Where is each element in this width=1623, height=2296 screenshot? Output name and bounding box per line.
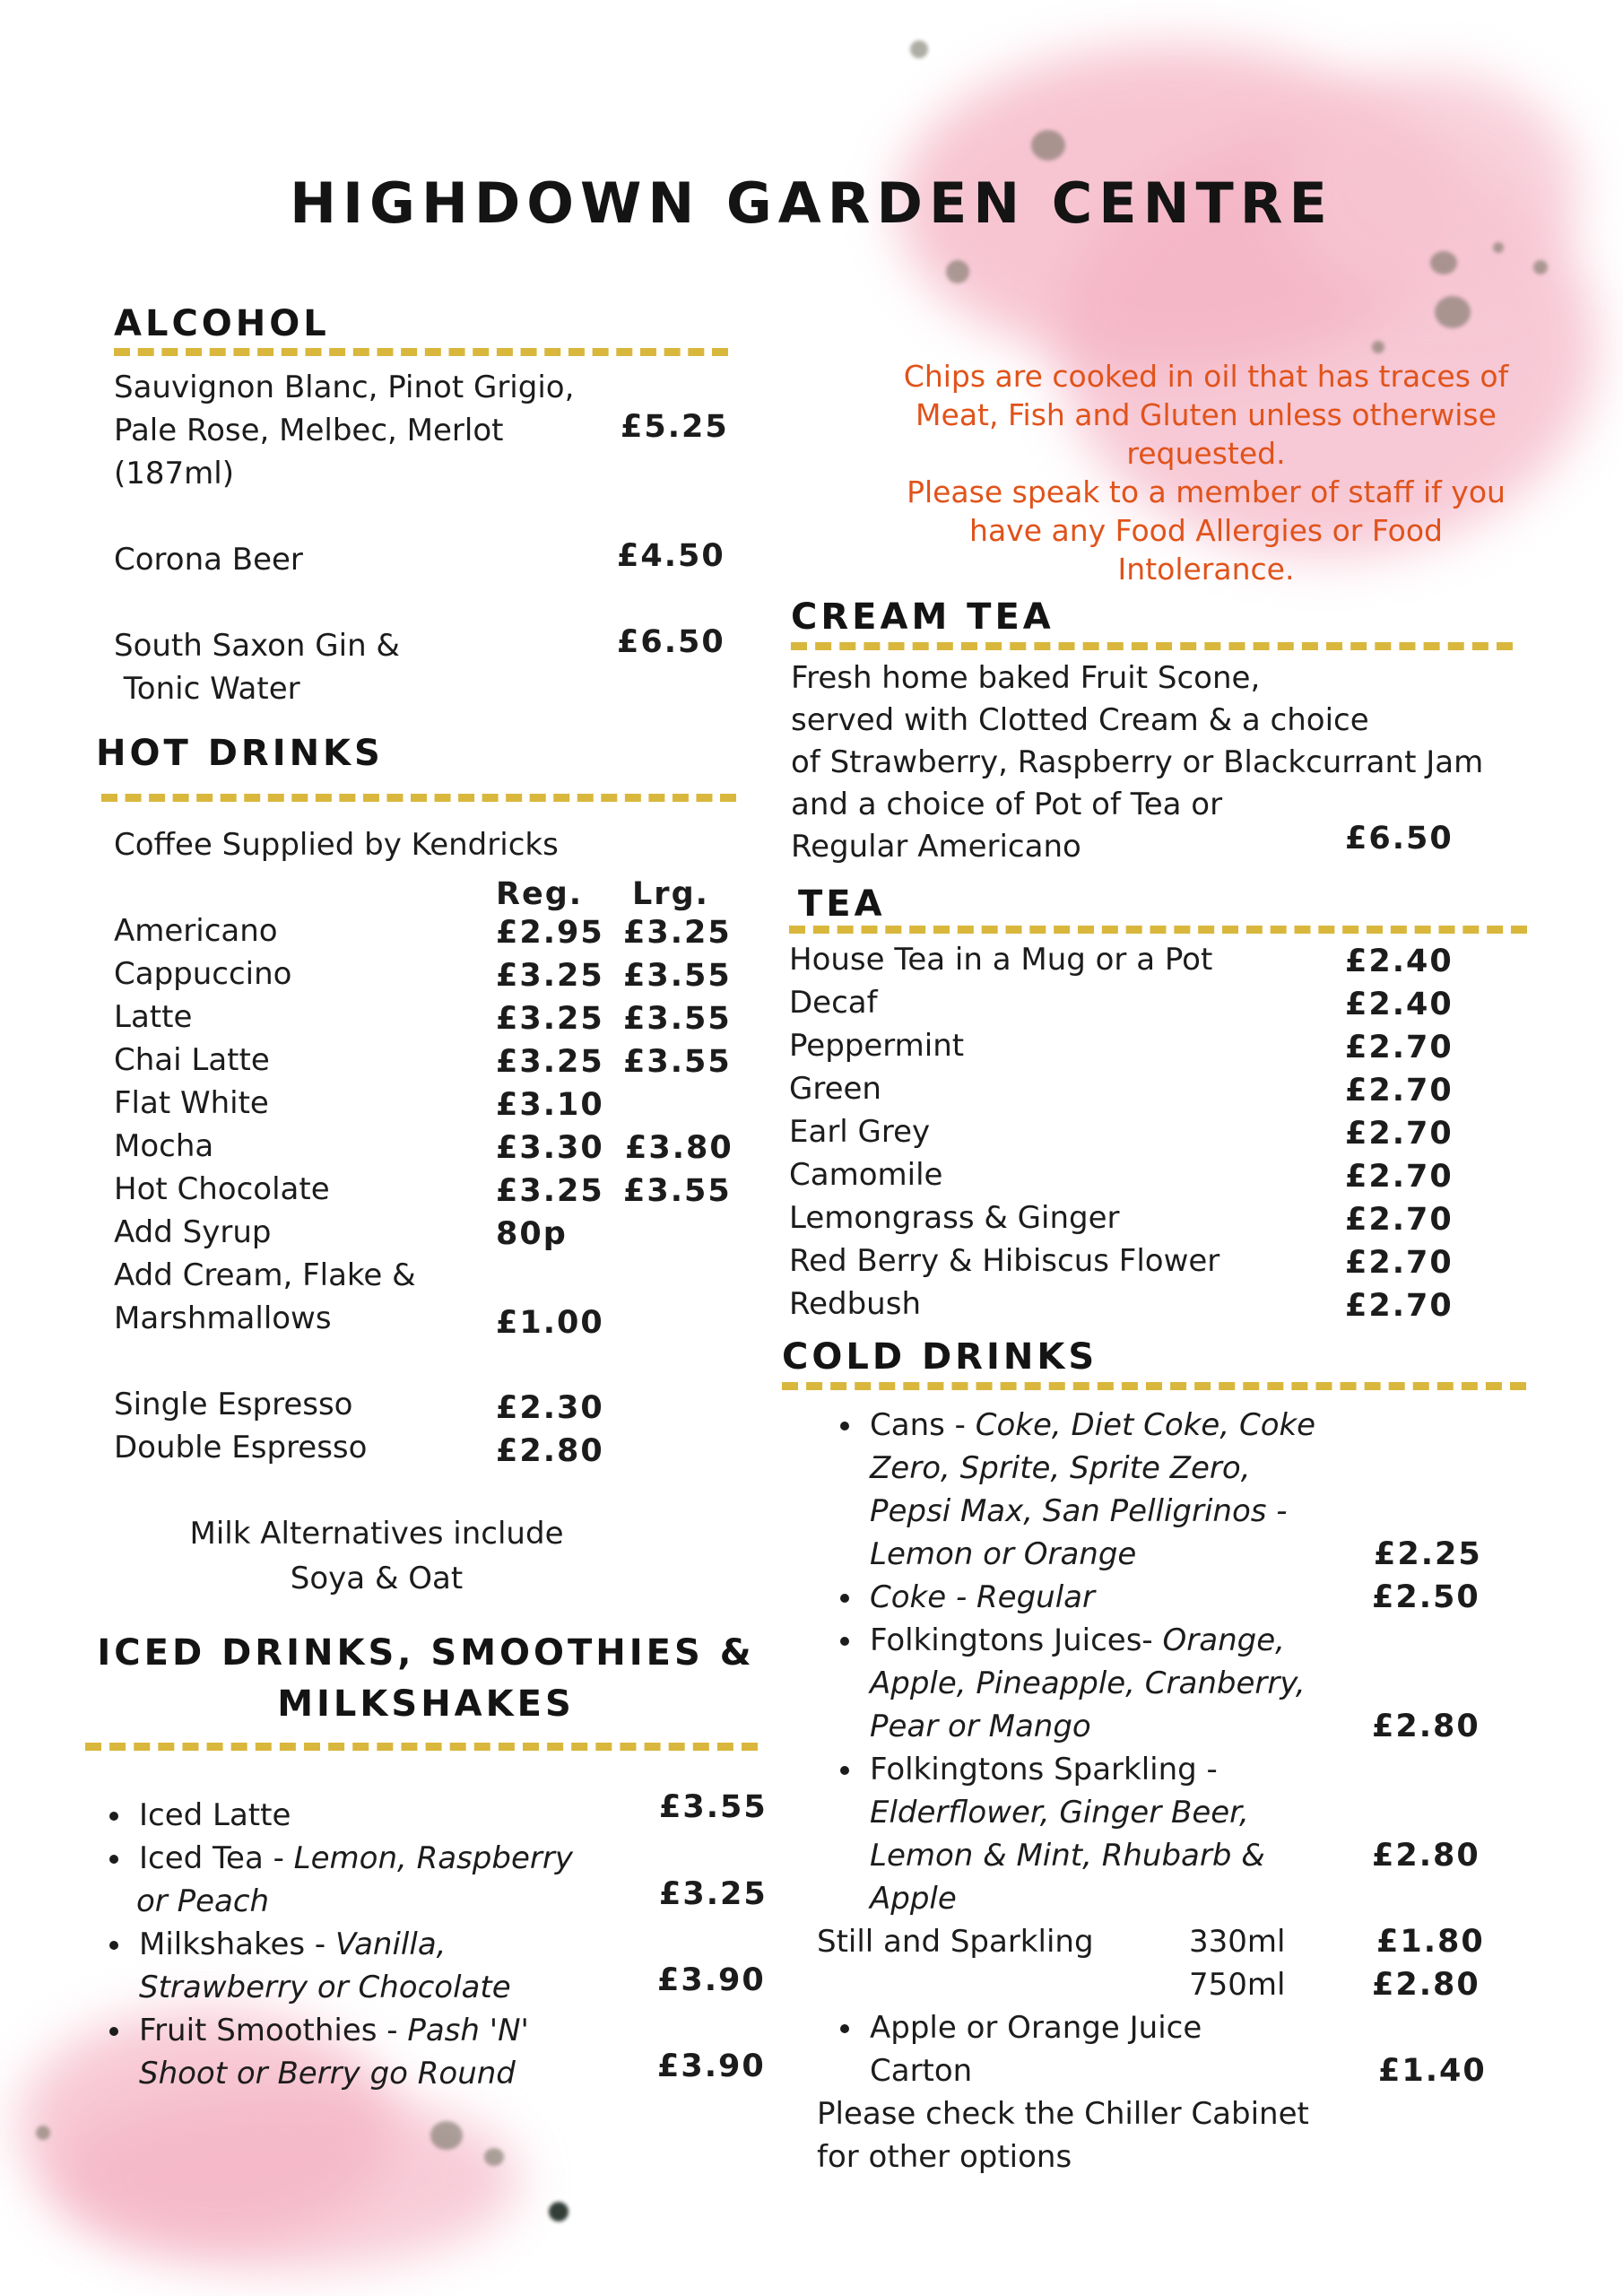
- iced-item-tea-name: Iced Tea -: [139, 1840, 294, 1876]
- tea-item-price: £2.70: [1345, 1245, 1454, 1281]
- cream-tea-description-line-2: served with Clotted Cream & a choice: [791, 702, 1369, 738]
- hot-drink-lrg-price: £3.55: [623, 1044, 732, 1080]
- section-divider: [85, 1743, 758, 1751]
- alcohol-item-beer: Corona Beer: [114, 542, 303, 578]
- cold-item-sparkling-line-2-text: Elderflower, Ginger Beer,: [870, 1795, 1249, 1831]
- cold-item-cans-line-2: [870, 1447, 1251, 1490]
- cold-item-sparkling-line-4: [870, 1877, 957, 1920]
- ink-splat: [910, 40, 928, 58]
- tea-item-price: £2.40: [1345, 987, 1454, 1022]
- cold-item-coke: [870, 1576, 1095, 1619]
- section-divider: [101, 794, 736, 802]
- ink-splat: [484, 2148, 504, 2166]
- ink-splat: [549, 2202, 568, 2222]
- hot-drink-reg-price: £3.10: [496, 1087, 604, 1123]
- cold-item-water-size-750: 750ml: [1189, 1967, 1286, 2003]
- hot-drink-name: Cappuccino: [114, 956, 292, 992]
- section-divider: [789, 926, 1527, 934]
- espresso-single-price: £2.30: [496, 1390, 604, 1426]
- tea-item-name: Peppermint: [789, 1028, 965, 1064]
- hot-drink-lrg-price: £3.80: [625, 1130, 733, 1166]
- tea-item-name: Camomile: [789, 1157, 943, 1193]
- tea-item-name: Green: [789, 1071, 881, 1107]
- hot-drink-name: Americano: [114, 913, 278, 949]
- cold-item-cans-price: £2.25: [1374, 1536, 1482, 1572]
- alcohol-item-gin-price: £6.50: [617, 624, 725, 660]
- cold-item-cans-line-2-text: Zero, Sprite, Sprite Zero,: [870, 1450, 1251, 1486]
- espresso-single: Single Espresso: [114, 1387, 353, 1422]
- hot-drink-lrg-price: £3.25: [623, 915, 732, 951]
- hot-drink-reg-price: £3.25: [496, 958, 604, 994]
- allergy-notice-line-2: Meat, Fish and Gluten unless otherwise: [916, 397, 1497, 432]
- alcohol-item-wine-price: £5.25: [621, 409, 729, 445]
- chiller-note-line-2: for other options: [817, 2139, 1072, 2175]
- iced-item-smoothies: [139, 2009, 529, 2052]
- hot-drinks-column-reg: Reg.: [496, 876, 584, 912]
- allergy-notice-line-3: requested.: [1126, 436, 1286, 471]
- cold-item-cans-name: Cans -: [870, 1407, 976, 1443]
- hot-drink-reg-price: £3.25: [496, 1044, 604, 1080]
- allergy-notice-line-4: Please speak to a member of staff if you: [907, 474, 1506, 509]
- cream-tea-price: £6.50: [1345, 821, 1454, 857]
- tea-item-name: Red Berry & Hibiscus Flower: [789, 1243, 1220, 1279]
- ink-splat: [1533, 260, 1548, 274]
- cold-item-coke-name: Coke - Regular: [870, 1579, 1095, 1615]
- iced-item-latte: Iced Latte: [139, 1794, 291, 1837]
- tea-item-price: £2.70: [1345, 1159, 1454, 1195]
- section-heading-hot-drinks: HOT DRINKS: [96, 733, 384, 774]
- section-heading-cream-tea: CREAM TEA: [791, 596, 1055, 638]
- hot-drink-name: Add Syrup: [114, 1214, 272, 1250]
- alcohol-item-gin-line-2: Tonic Water: [114, 671, 300, 707]
- hot-drink-name: Latte: [114, 999, 193, 1035]
- tea-item-price: £2.70: [1345, 1116, 1454, 1152]
- milk-alternatives-line-1: Milk Alternatives include: [189, 1516, 564, 1552]
- iced-item-tea-detail: Lemon, Raspberry: [293, 1840, 573, 1876]
- cream-tea-description-line-4: and a choice of Pot of Tea or: [791, 787, 1223, 822]
- hot-drink-reg-price: £3.25: [496, 1173, 604, 1209]
- hot-drink-name: Hot Chocolate: [114, 1171, 330, 1207]
- iced-item-latte-price: £3.55: [659, 1789, 768, 1825]
- iced-item-milkshakes-price: £3.90: [657, 1962, 766, 1998]
- iced-item-tea: [139, 1837, 573, 1880]
- tea-item-price: £2.40: [1345, 944, 1454, 979]
- hot-drink-reg-price: £3.25: [496, 1001, 604, 1037]
- tea-item-name: Earl Grey: [789, 1114, 931, 1150]
- cream-tea-description-line-3: of Strawberry, Raspberry or Blackcurrant Jam: [791, 744, 1484, 780]
- tea-item-price: £2.70: [1345, 1073, 1454, 1109]
- cold-item-cans: [870, 1404, 1315, 1447]
- hot-drink-add-cream-line-2: Marshmallows: [114, 1300, 332, 1336]
- allergy-notice-line-1: Chips are cooked in oil that has traces of: [903, 359, 1509, 394]
- ink-splat: [946, 260, 969, 283]
- cold-item-sparkling-line-3-text: Lemon & Mint, Rhubarb &: [870, 1838, 1265, 1874]
- espresso-double: Double Espresso: [114, 1430, 368, 1465]
- cold-item-cans-line-4: [870, 1533, 1136, 1576]
- hot-drink-name: Flat White: [114, 1085, 269, 1121]
- ink-splat: [1435, 296, 1471, 328]
- milk-alternatives-line-2: Soya & Oat: [290, 1561, 464, 1596]
- iced-item-tea-price: £3.25: [659, 1876, 768, 1912]
- allergy-notice-line-5: have any Food Allergies or Food: [969, 513, 1443, 548]
- cold-item-juices-name: Folkingtons Juices-: [870, 1622, 1163, 1658]
- cold-item-water-name: Still and Sparkling: [817, 1924, 1094, 1960]
- cold-item-sparkling: Folkingtons Sparkling -: [870, 1748, 1218, 1791]
- cold-item-sparkling-price: £2.80: [1372, 1838, 1480, 1874]
- iced-item-smoothies-detail: Pash 'N': [407, 2013, 529, 2048]
- hot-drink-reg-price: £3.30: [496, 1130, 604, 1166]
- iced-item-smoothies-name: Fruit Smoothies -: [139, 2013, 408, 2048]
- hot-drink-name: Chai Latte: [114, 1042, 270, 1078]
- cold-item-juices-line-3: [870, 1705, 1091, 1748]
- page-title: HIGHDOWN GARDEN CENTRE: [290, 170, 1333, 236]
- iced-item-milkshakes-detail-2-text: Strawberry or Chocolate: [139, 1970, 511, 2005]
- cold-item-water-price-750: £2.80: [1372, 1967, 1480, 2003]
- hot-drink-lrg-price: £3.55: [623, 1173, 732, 1209]
- alcohol-item-wine-line-1: Sauvignon Blanc, Pinot Grigio,: [114, 370, 575, 405]
- iced-item-smoothies-detail-2: [139, 2052, 516, 2095]
- cold-item-carton: Apple or Orange Juice: [870, 2006, 1202, 2049]
- tea-item-price: £2.70: [1345, 1202, 1454, 1238]
- cold-item-cans-line-3-text: Pepsi Max, San Pelligrinos -: [870, 1493, 1288, 1529]
- section-heading-cold-drinks: COLD DRINKS: [782, 1336, 1098, 1378]
- hot-drink-lrg-price: £3.55: [623, 958, 732, 994]
- cold-item-water-price-330: £1.80: [1376, 1924, 1485, 1960]
- iced-item-milkshakes-name: Milkshakes -: [139, 1926, 336, 1962]
- hot-drink-name: Mocha: [114, 1128, 214, 1164]
- tea-item-name: Decaf: [789, 985, 878, 1021]
- iced-item-milkshakes-detail-2: [139, 1966, 511, 2009]
- section-heading-tea: TEA: [798, 883, 886, 925]
- iced-item-smoothies-detail-2-text: Shoot or Berry go Round: [139, 2056, 516, 2092]
- cold-item-cans-line-4-text: Lemon or Orange: [870, 1536, 1137, 1572]
- watercolor-bottom-left-2: [54, 2090, 520, 2269]
- hot-drink-add-cream-price: £1.00: [496, 1305, 604, 1341]
- iced-item-smoothies-price: £3.90: [657, 2048, 766, 2084]
- cold-item-sparkling-line-2: [870, 1791, 1249, 1834]
- tea-item-price: £2.70: [1345, 1288, 1454, 1324]
- cold-item-juices: [870, 1619, 1285, 1662]
- section-divider: [791, 642, 1513, 650]
- ink-splat: [430, 2121, 463, 2150]
- cold-item-carton-price: £1.40: [1378, 2053, 1487, 2089]
- cream-tea-description-line-1: Fresh home baked Fruit Scone,: [791, 660, 1261, 696]
- alcohol-item-wine-line-3: (187ml): [114, 456, 234, 491]
- ink-splat: [1372, 341, 1384, 353]
- cold-item-carton-line-2: Carton: [870, 2053, 973, 2089]
- cold-item-juices-line-2-text: Apple, Pineapple, Cranberry,: [870, 1665, 1306, 1701]
- cold-item-juices-line-1: Orange,: [1162, 1622, 1285, 1658]
- ink-splat: [1031, 130, 1065, 161]
- tea-item-name: Lemongrass & Ginger: [789, 1200, 1120, 1236]
- alcohol-item-gin-line-1: South Saxon Gin &: [114, 628, 400, 664]
- tea-item-price: £2.70: [1345, 1030, 1454, 1065]
- cold-item-sparkling-line-3: [870, 1834, 1265, 1877]
- section-divider: [782, 1382, 1526, 1390]
- chiller-note-line-1: Please check the Chiller Cabinet: [817, 2096, 1309, 2132]
- cold-item-sparkling-line-4-text: Apple: [870, 1881, 957, 1917]
- hot-drinks-column-lrg: Lrg.: [632, 876, 709, 912]
- section-heading-iced-drinks-line-1: ICED DRINKS, SMOOTHIES &: [97, 1632, 755, 1674]
- alcohol-item-wine-line-2: Pale Rose, Melbec, Merlot: [114, 413, 504, 448]
- ink-splat: [1493, 242, 1504, 253]
- cold-item-cans-line-1: Coke, Diet Coke, Coke: [975, 1407, 1316, 1443]
- iced-item-milkshakes-detail: Vanilla,: [335, 1926, 447, 1962]
- iced-item-tea-detail-2-text: or Peach: [136, 1883, 270, 1919]
- section-heading-iced-drinks-line-2: MILKSHAKES: [277, 1683, 575, 1725]
- cold-item-coke-price: £2.50: [1372, 1579, 1480, 1615]
- hot-drink-add-cream-line-1: Add Cream, Flake &: [114, 1257, 416, 1293]
- hot-drink-reg-price: 80p: [496, 1216, 568, 1252]
- cold-item-juices-line-3-text: Pear or Mango: [870, 1709, 1091, 1744]
- hot-drinks-supplier: Coffee Supplied by Kendricks: [114, 827, 559, 863]
- iced-item-milkshakes: [139, 1923, 446, 1966]
- section-heading-alcohol: ALCOHOL: [114, 303, 330, 344]
- ink-splat: [1430, 251, 1457, 274]
- ink-splat: [36, 2126, 50, 2140]
- iced-item-tea-detail-2: [136, 1880, 269, 1923]
- cream-tea-description-line-5: Regular Americano: [791, 829, 1081, 865]
- cold-item-juices-price: £2.80: [1372, 1709, 1480, 1744]
- hot-drink-reg-price: £2.95: [496, 915, 604, 951]
- cold-item-juices-line-2: [870, 1662, 1306, 1705]
- cold-item-water-size-330: 330ml: [1189, 1924, 1286, 1960]
- tea-item-name: House Tea in a Mug or a Pot: [789, 942, 1213, 978]
- allergy-notice-line-6: Intolerance.: [1117, 552, 1295, 587]
- tea-item-name: Redbush: [789, 1286, 921, 1322]
- section-divider: [114, 348, 728, 356]
- cold-item-cans-line-3: [870, 1490, 1288, 1533]
- espresso-double-price: £2.80: [496, 1433, 604, 1469]
- hot-drink-lrg-price: £3.55: [623, 1001, 732, 1037]
- alcohol-item-beer-price: £4.50: [617, 538, 725, 574]
